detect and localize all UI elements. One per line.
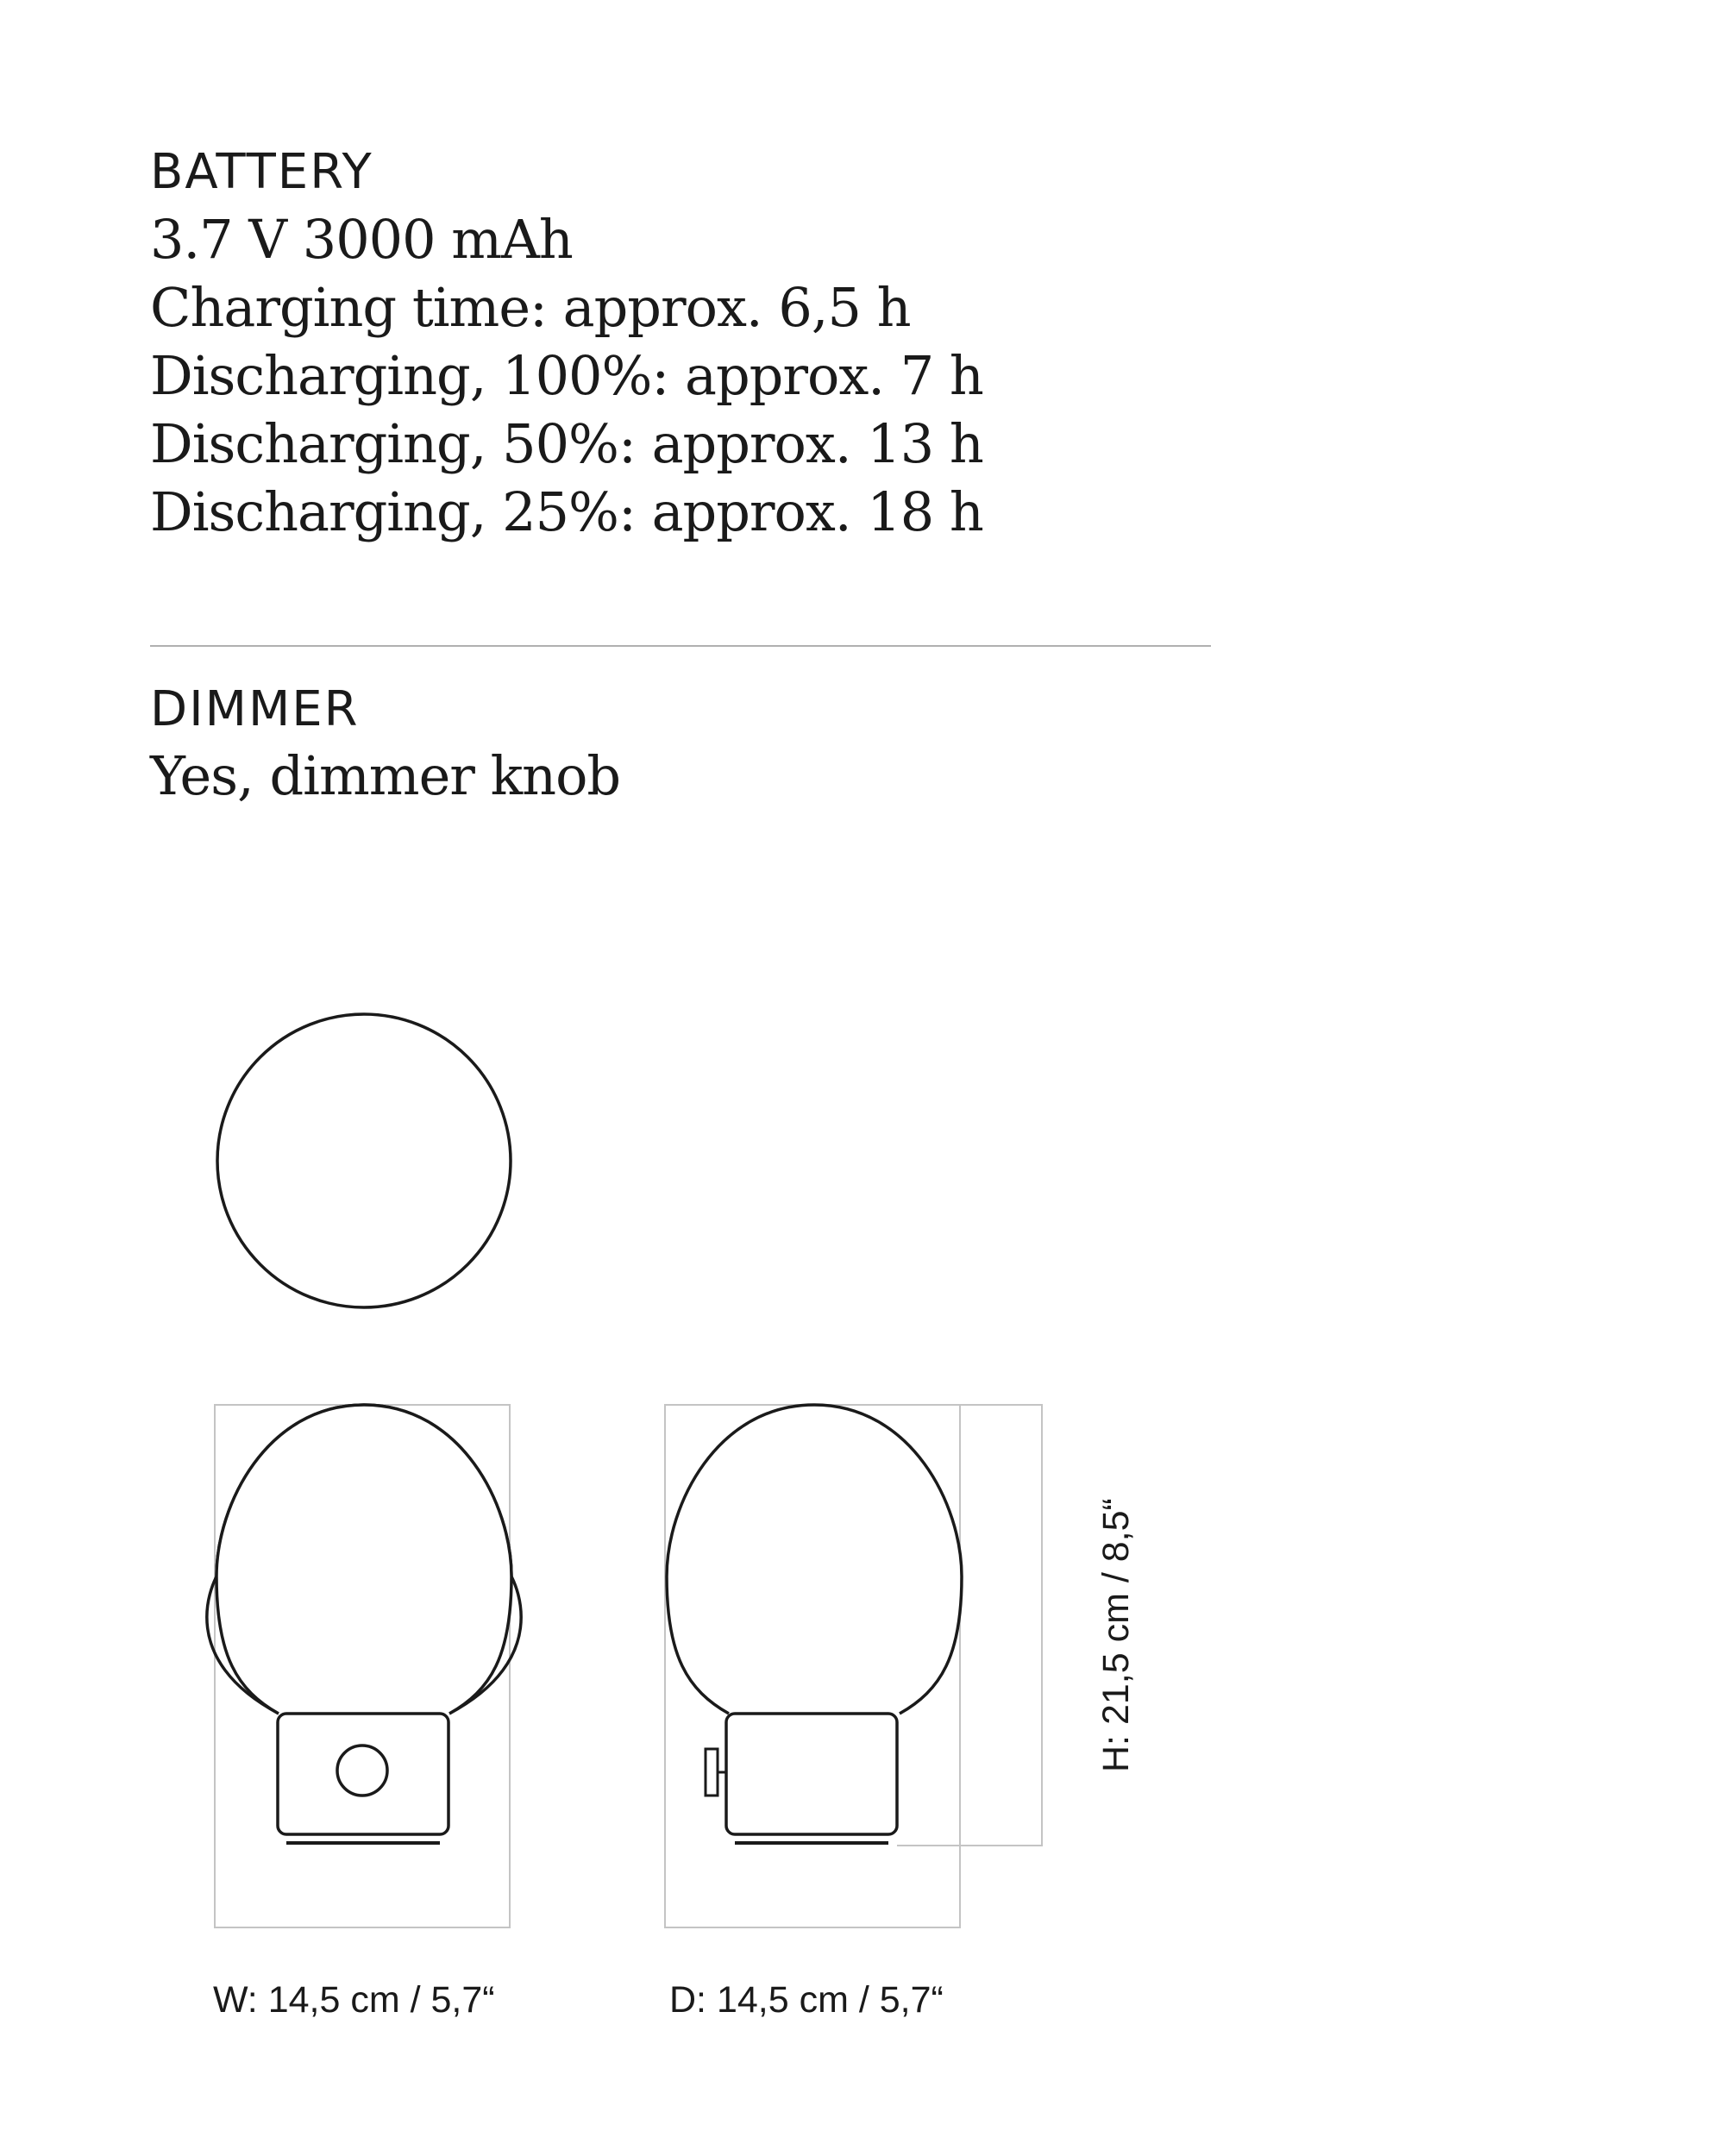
- depth-dimension-label: D: 14,5 cm / 5,7“: [669, 1979, 944, 2021]
- battery-heading: BATTERY: [150, 144, 373, 200]
- top-view-drawing: [217, 1014, 511, 1307]
- battery-spec-capacity: 3.7 V 3000 mAh: [150, 208, 573, 271]
- side-view-drawing: [665, 1405, 1042, 1927]
- battery-spec-discharging-50: Discharging, 50%: approx. 13 h: [150, 412, 983, 475]
- battery-spec-discharging-100: Discharging, 100%: approx. 7 h: [150, 344, 983, 407]
- side-knob-icon: [706, 1749, 718, 1796]
- battery-spec-charging-time: Charging time: approx. 6,5 h: [150, 276, 911, 339]
- front-view-drawing: [207, 1405, 521, 1927]
- battery-spec-discharging-25: Discharging, 25%: approx. 18 h: [150, 480, 983, 543]
- height-dimension-label: H: 21,5 cm / 8,5“: [1095, 1498, 1137, 1772]
- dimmer-heading: DIMMER: [150, 681, 360, 737]
- dimmer-value: Yes, dimmer knob: [150, 744, 621, 807]
- width-dimension-label: W: 14,5 cm / 5,7“: [213, 1979, 495, 2021]
